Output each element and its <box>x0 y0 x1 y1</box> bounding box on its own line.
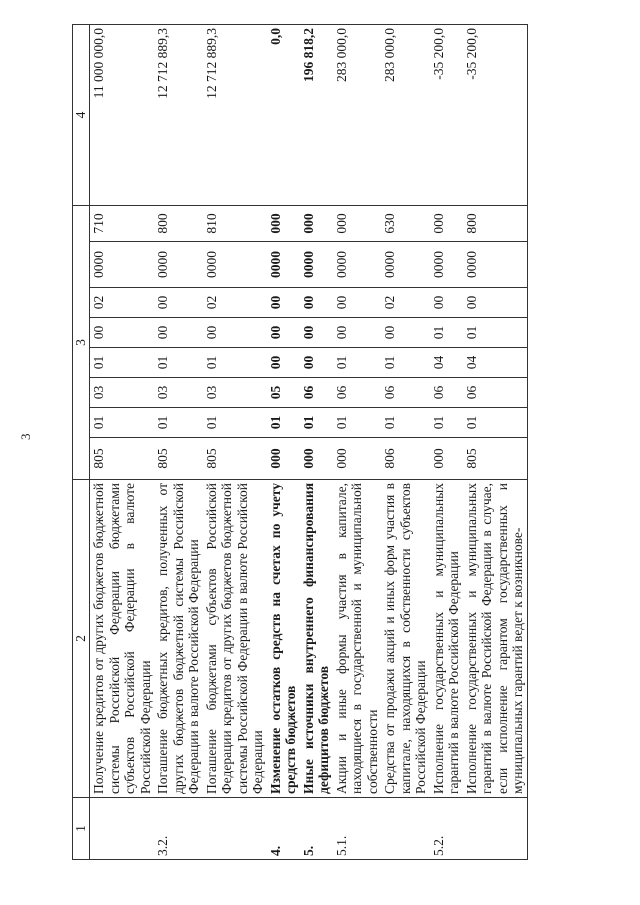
page-number: 3 <box>18 433 33 440</box>
budget-code-part: 805 <box>463 438 528 480</box>
header-col-2: 2 <box>73 480 90 798</box>
budget-code-part: 0000 <box>381 242 430 288</box>
budget-code-part: 000 <box>430 438 463 480</box>
table-row <box>381 25 430 860</box>
budget-sources-table <box>72 24 528 860</box>
row-number <box>381 798 430 860</box>
budget-code-part: 02 <box>203 288 267 318</box>
row-name: Изменение остатков средств на счетах по учету средств бюджетов <box>267 480 300 798</box>
row-number <box>463 798 528 860</box>
budget-code-part: 00 <box>203 318 267 348</box>
row-number: 5.1. <box>333 798 382 860</box>
budget-code-part: 00 <box>333 318 382 348</box>
budget-code-part: 00 <box>300 318 333 348</box>
budget-code-part: 0000 <box>90 242 155 288</box>
budget-code-part: 01 <box>90 348 155 378</box>
budget-code-part: 02 <box>90 288 155 318</box>
budget-code-part: 805 <box>90 438 155 480</box>
budget-code-part: 00 <box>300 288 333 318</box>
budget-code-part: 000 <box>300 438 333 480</box>
table-row <box>430 25 463 860</box>
table-body <box>90 25 528 860</box>
budget-code-part: 806 <box>381 438 430 480</box>
row-name: Акции и иные формы участия в капитале, находящиеся в государственной и муниципальной собственности <box>333 480 382 798</box>
header-col-4: 4 <box>73 25 90 206</box>
budget-code-part: 810 <box>203 206 267 242</box>
table-row <box>90 25 155 860</box>
budget-code-part: 800 <box>154 206 203 242</box>
budget-code-part: 03 <box>154 378 203 408</box>
budget-code-part: 01 <box>430 318 463 348</box>
row-name: Средства от продажи акций и иных форм участия в капитале, находящихся в собственности субъектов Российской Федерации <box>381 480 430 798</box>
row-number: 3.2. <box>154 798 203 860</box>
budget-code-part: 01 <box>381 408 430 438</box>
table-row <box>463 25 528 860</box>
row-amount: 11 000 000,0 <box>90 25 155 206</box>
budget-code-part: 01 <box>463 318 528 348</box>
budget-code-part: 630 <box>381 206 430 242</box>
row-number <box>203 798 267 860</box>
budget-code-part: 0000 <box>463 242 528 288</box>
budget-code-part: 04 <box>463 348 528 378</box>
budget-code-part: 805 <box>154 438 203 480</box>
budget-code-part: 01 <box>430 408 463 438</box>
budget-code-part: 04 <box>430 348 463 378</box>
budget-code-part: 000 <box>333 438 382 480</box>
budget-code-part: 0000 <box>300 242 333 288</box>
table-row <box>203 25 267 860</box>
budget-code-part: 00 <box>381 318 430 348</box>
budget-code-part: 00 <box>90 318 155 348</box>
budget-code-part: 01 <box>203 348 267 378</box>
row-amount: 196 818,2 <box>300 25 333 206</box>
budget-code-part: 06 <box>381 378 430 408</box>
budget-code-part: 01 <box>90 408 155 438</box>
budget-code-part: 0000 <box>203 242 267 288</box>
row-amount: 283 000,0 <box>333 25 382 206</box>
budget-code-part: 0000 <box>267 242 300 288</box>
budget-code-part: 01 <box>381 348 430 378</box>
row-amount: 12 712 889,3 <box>203 25 267 206</box>
row-amount: 12 712 889,3 <box>154 25 203 206</box>
budget-code-part: 00 <box>267 318 300 348</box>
budget-code-part: 03 <box>90 378 155 408</box>
budget-code-part: 01 <box>154 348 203 378</box>
table-row <box>267 25 300 860</box>
budget-code-part: 800 <box>463 206 528 242</box>
budget-code-part: 01 <box>203 408 267 438</box>
budget-code-part: 01 <box>333 348 382 378</box>
table-row <box>154 25 203 860</box>
row-name: Погашение бюджетных кредитов, полученных от других бюджетов бюджетной системы Российской Федерации в валюте Российской Федерации <box>154 480 203 798</box>
row-name: Получение кредитов от других бюджетов бюджетной системы Российской Федерации бюджетами субъектов Российской Федерации в валюте Российской Федерации <box>90 480 155 798</box>
budget-code-part: 000 <box>333 206 382 242</box>
table-row <box>333 25 382 860</box>
row-amount: -35 200,0 <box>463 25 528 206</box>
budget-code-part: 00 <box>300 348 333 378</box>
budget-code-part: 01 <box>333 408 382 438</box>
row-number: 5. <box>300 798 333 860</box>
row-name: Погашение бюджетами субъектов Российской Федерации кредитов от других бюджетов бюджетной системы Российской Федерации в валюте Российской Федерации <box>203 480 267 798</box>
budget-code-part: 805 <box>203 438 267 480</box>
row-amount: 0,0 <box>267 25 300 206</box>
budget-code-part: 01 <box>300 408 333 438</box>
row-name: Исполнение государственных и муниципальных гарантий в валюте Российской Федерации <box>430 480 463 798</box>
rotated-table-wrapper <box>72 25 602 860</box>
row-number <box>90 798 155 860</box>
budget-code-part: 06 <box>463 378 528 408</box>
table-header-row <box>73 25 90 860</box>
budget-code-part: 01 <box>154 408 203 438</box>
row-name: Иные источники внутреннего финансирования дефицитов бюджетов <box>300 480 333 798</box>
budget-code-part: 03 <box>203 378 267 408</box>
budget-code-part: 0000 <box>333 242 382 288</box>
budget-code-part: 00 <box>463 288 528 318</box>
budget-code-part: 000 <box>300 206 333 242</box>
budget-code-part: 01 <box>267 408 300 438</box>
budget-code-part: 0000 <box>154 242 203 288</box>
budget-code-part: 00 <box>154 288 203 318</box>
budget-code-part: 000 <box>267 438 300 480</box>
budget-code-part: 05 <box>267 378 300 408</box>
row-amount: -35 200,0 <box>430 25 463 206</box>
budget-code-part: 00 <box>333 288 382 318</box>
budget-code-part: 01 <box>463 408 528 438</box>
budget-code-part: 00 <box>267 288 300 318</box>
header-col-1: 1 <box>73 798 90 860</box>
header-col-3: 3 <box>73 206 90 480</box>
budget-code-part: 06 <box>300 378 333 408</box>
budget-code-part: 06 <box>430 378 463 408</box>
budget-code-part: 00 <box>154 318 203 348</box>
budget-code-part: 000 <box>430 206 463 242</box>
budget-code-part: 02 <box>381 288 430 318</box>
budget-code-part: 000 <box>267 206 300 242</box>
budget-code-part: 06 <box>333 378 382 408</box>
budget-code-part: 00 <box>267 348 300 378</box>
row-amount: 283 000,0 <box>381 25 430 206</box>
row-name: Исполнение государственных и муниципальных гарантий в валюте Российской Федерации в случае, если исполнение гарантом государственных и муниципальных гарантий ведет к возникнове- <box>463 480 528 798</box>
budget-code-part: 0000 <box>430 242 463 288</box>
table-row <box>300 25 333 860</box>
row-number: 5.2. <box>430 798 463 860</box>
row-number: 4. <box>267 798 300 860</box>
budget-code-part: 710 <box>90 206 155 242</box>
budget-code-part: 00 <box>430 288 463 318</box>
